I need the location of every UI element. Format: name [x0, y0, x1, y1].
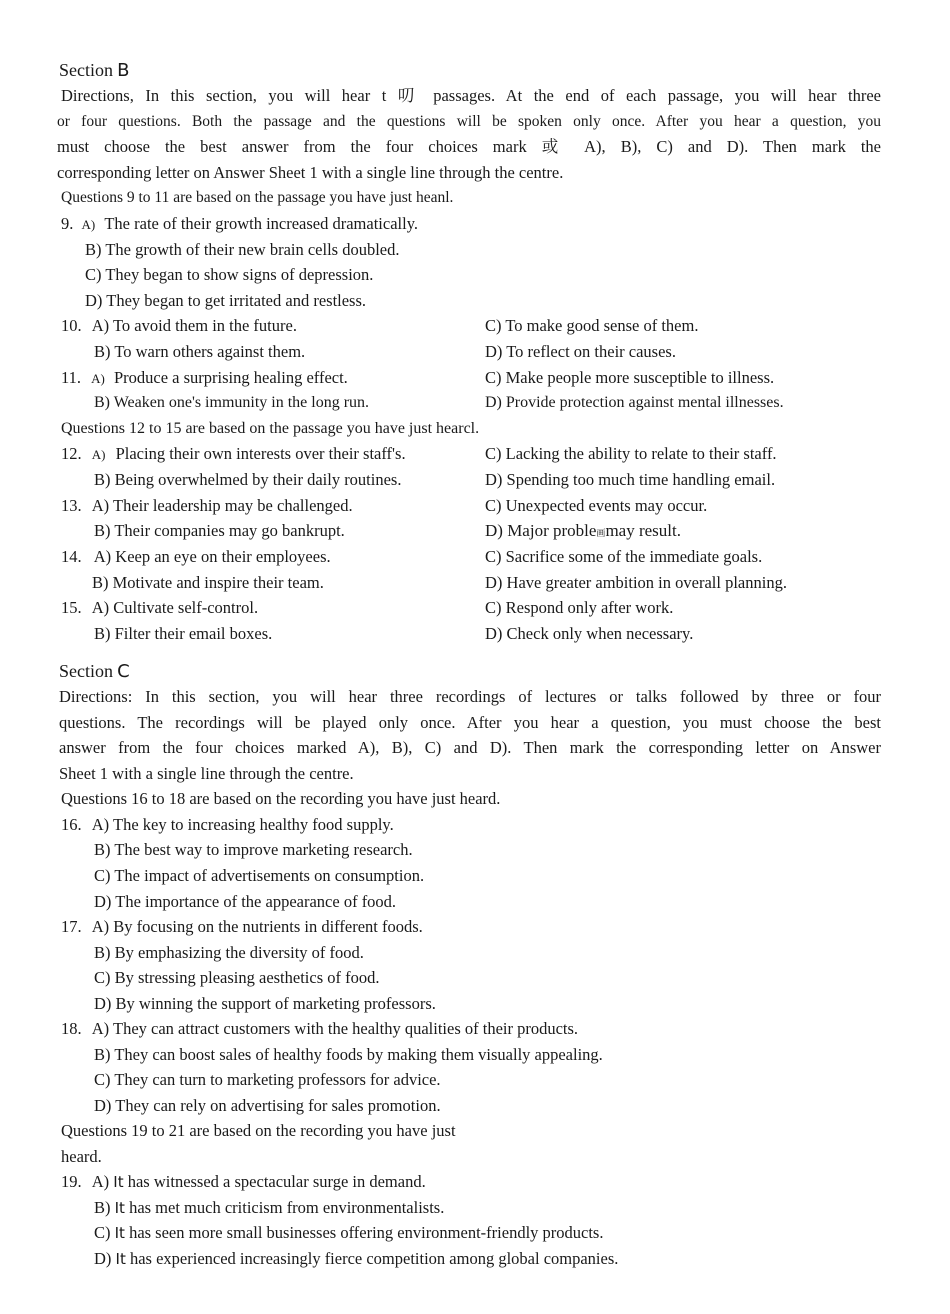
question-9-option-b: B) The growth of their new brain cells doubled.: [85, 240, 400, 259]
question-11-option-c: C) Make people more susceptible to illness.: [485, 368, 775, 387]
question-15-option-a: 15. A) Cultivate self-control.: [61, 598, 259, 617]
question-10-option-a: 10. A) To avoid them in the future.: [61, 316, 297, 335]
section-b-directions-line-4: corresponding letter on Answer Sheet 1 with a single line through the centre.: [57, 163, 564, 182]
question-15-option-c: C) Respond only after work.: [485, 598, 674, 617]
question-18-option-b: B) They can boost sales of healthy foods by making them visually appealing.: [94, 1045, 603, 1064]
section-b-directions-line-1: Directions, In this section, you will hear t 叨 passages. At the end of each passage, you will hear three: [61, 86, 881, 105]
section-c-directions-line-3: answer from the four choices marked A), B), C) and D). Then mark the corresponding letter on Answer: [59, 738, 881, 757]
section-b-title: Section B: [59, 60, 130, 81]
question-15-option-b: B) Filter their email boxes.: [94, 624, 273, 643]
question-13-option-b: B) Their companies may go bankrupt.: [94, 521, 345, 540]
question-19-option-b: B) It has met much criticism from environmentalists.: [94, 1198, 445, 1217]
question-16-option-a: 16. A) The key to increasing healthy food supply.: [61, 815, 394, 834]
question-19-option-d: D) It has experienced increasingly fierce competition among global companies.: [94, 1249, 619, 1268]
question-17-option-c: C) By stressing pleasing aesthetics of food.: [94, 968, 380, 987]
question-14-option-c: C) Sacrifice some of the immediate goals.: [485, 547, 763, 566]
section-b-directions-line-2: or four questions. Both the passage and the questions will be spoken only once. After you hear a question, you: [57, 113, 881, 130]
section-b-directions-line-3: must choose the best answer from the four choices mark 或 A), B), C) and D). Then mark the: [57, 137, 881, 156]
question-10-option-d: D) To reflect on their causes.: [485, 342, 676, 361]
question-17-option-a: 17. A) By focusing on the nutrients in different foods.: [61, 917, 423, 936]
question-10-option-c: C) To make good sense of them.: [485, 316, 699, 335]
question-11-option-b: B) Weaken one's immunity in the long run.: [94, 394, 370, 411]
question-16-option-b: B) The best way to improve marketing research.: [94, 840, 413, 859]
question-19-option-c: C) It has seen more small businesses offering environment-friendly products.: [94, 1223, 604, 1242]
section-c-group-2-intro-line-1: Questions 19 to 21 are based on the recording you have just: [61, 1121, 456, 1140]
question-17-option-b: B) By emphasizing the diversity of food.: [94, 943, 364, 962]
question-12-option-a: 12. A) Placing their own interests over their staff's.: [61, 444, 406, 463]
question-13-option-c: C) Unexpected events may occur.: [485, 496, 708, 515]
section-c-directions-line-1: Directions: In this section, you will hear three recordings of lectures or talks followed by three or four: [59, 687, 881, 706]
question-18-option-d: D) They can rely on advertising for sales promotion.: [94, 1096, 441, 1115]
question-9-option-a: 9. A) The rate of their growth increased dramatically.: [61, 214, 419, 233]
question-16-option-c: C) The impact of advertisements on consumption.: [94, 866, 425, 885]
question-16-option-d: D) The importance of the appearance of food.: [94, 892, 397, 911]
section-c-directions-line-4: Sheet 1 with a single line through the centre.: [59, 764, 354, 783]
section-b-group-2-intro: Questions 12 to 15 are based on the passage you have just hearcl.: [61, 420, 480, 437]
section-c-title: Section C: [59, 661, 130, 682]
question-14-option-a: 14. A) Keep an eye on their employees.: [61, 547, 331, 566]
question-18-option-a: 18. A) They can attract customers with the healthy qualities of their products.: [61, 1019, 579, 1038]
question-18-option-c: C) They can turn to marketing professors for advice.: [94, 1070, 441, 1089]
section-b-group-1-intro: Questions 9 to 11 are based on the passage you have just heanl.: [61, 189, 454, 206]
question-11-option-d: D) Provide protection against mental illnesses.: [485, 394, 784, 411]
question-9-option-c: C) They began to show signs of depression.: [85, 265, 374, 284]
question-12-option-d: D) Spending too much time handling email.: [485, 470, 776, 489]
section-c-directions-line-2: questions. The recordings will be played only once. After you hear a question, you must choose the best: [59, 713, 881, 732]
question-10-option-b: B) To warn others against them.: [94, 342, 306, 361]
question-13-option-a: 13. A) Their leadership may be challenged.: [61, 496, 353, 515]
question-19-option-a: 19. A) It has witnessed a spectacular surge in demand.: [61, 1172, 426, 1191]
question-15-option-d: D) Check only when necessary.: [485, 624, 694, 643]
question-13-option-d: D) Major proble画may result.: [485, 521, 681, 540]
question-17-option-d: D) By winning the support of marketing professors.: [94, 994, 436, 1013]
section-c-group-2-intro-line-2: heard.: [61, 1147, 102, 1166]
question-9-option-d: D) They began to get irritated and restless.: [85, 291, 367, 310]
section-c-group-1-intro: Questions 16 to 18 are based on the recording you have just heard.: [61, 789, 501, 808]
question-14-option-d: D) Have greater ambition in overall planning.: [485, 573, 787, 592]
question-14-option-b: B) Motivate and inspire their team.: [92, 573, 324, 592]
question-12-option-b: B) Being overwhelmed by their daily routines.: [94, 470, 402, 489]
question-12-option-c: C) Lacking the ability to relate to their staff.: [485, 444, 777, 463]
question-11-option-a: 11. A) Produce a surprising healing effect.: [61, 368, 348, 387]
